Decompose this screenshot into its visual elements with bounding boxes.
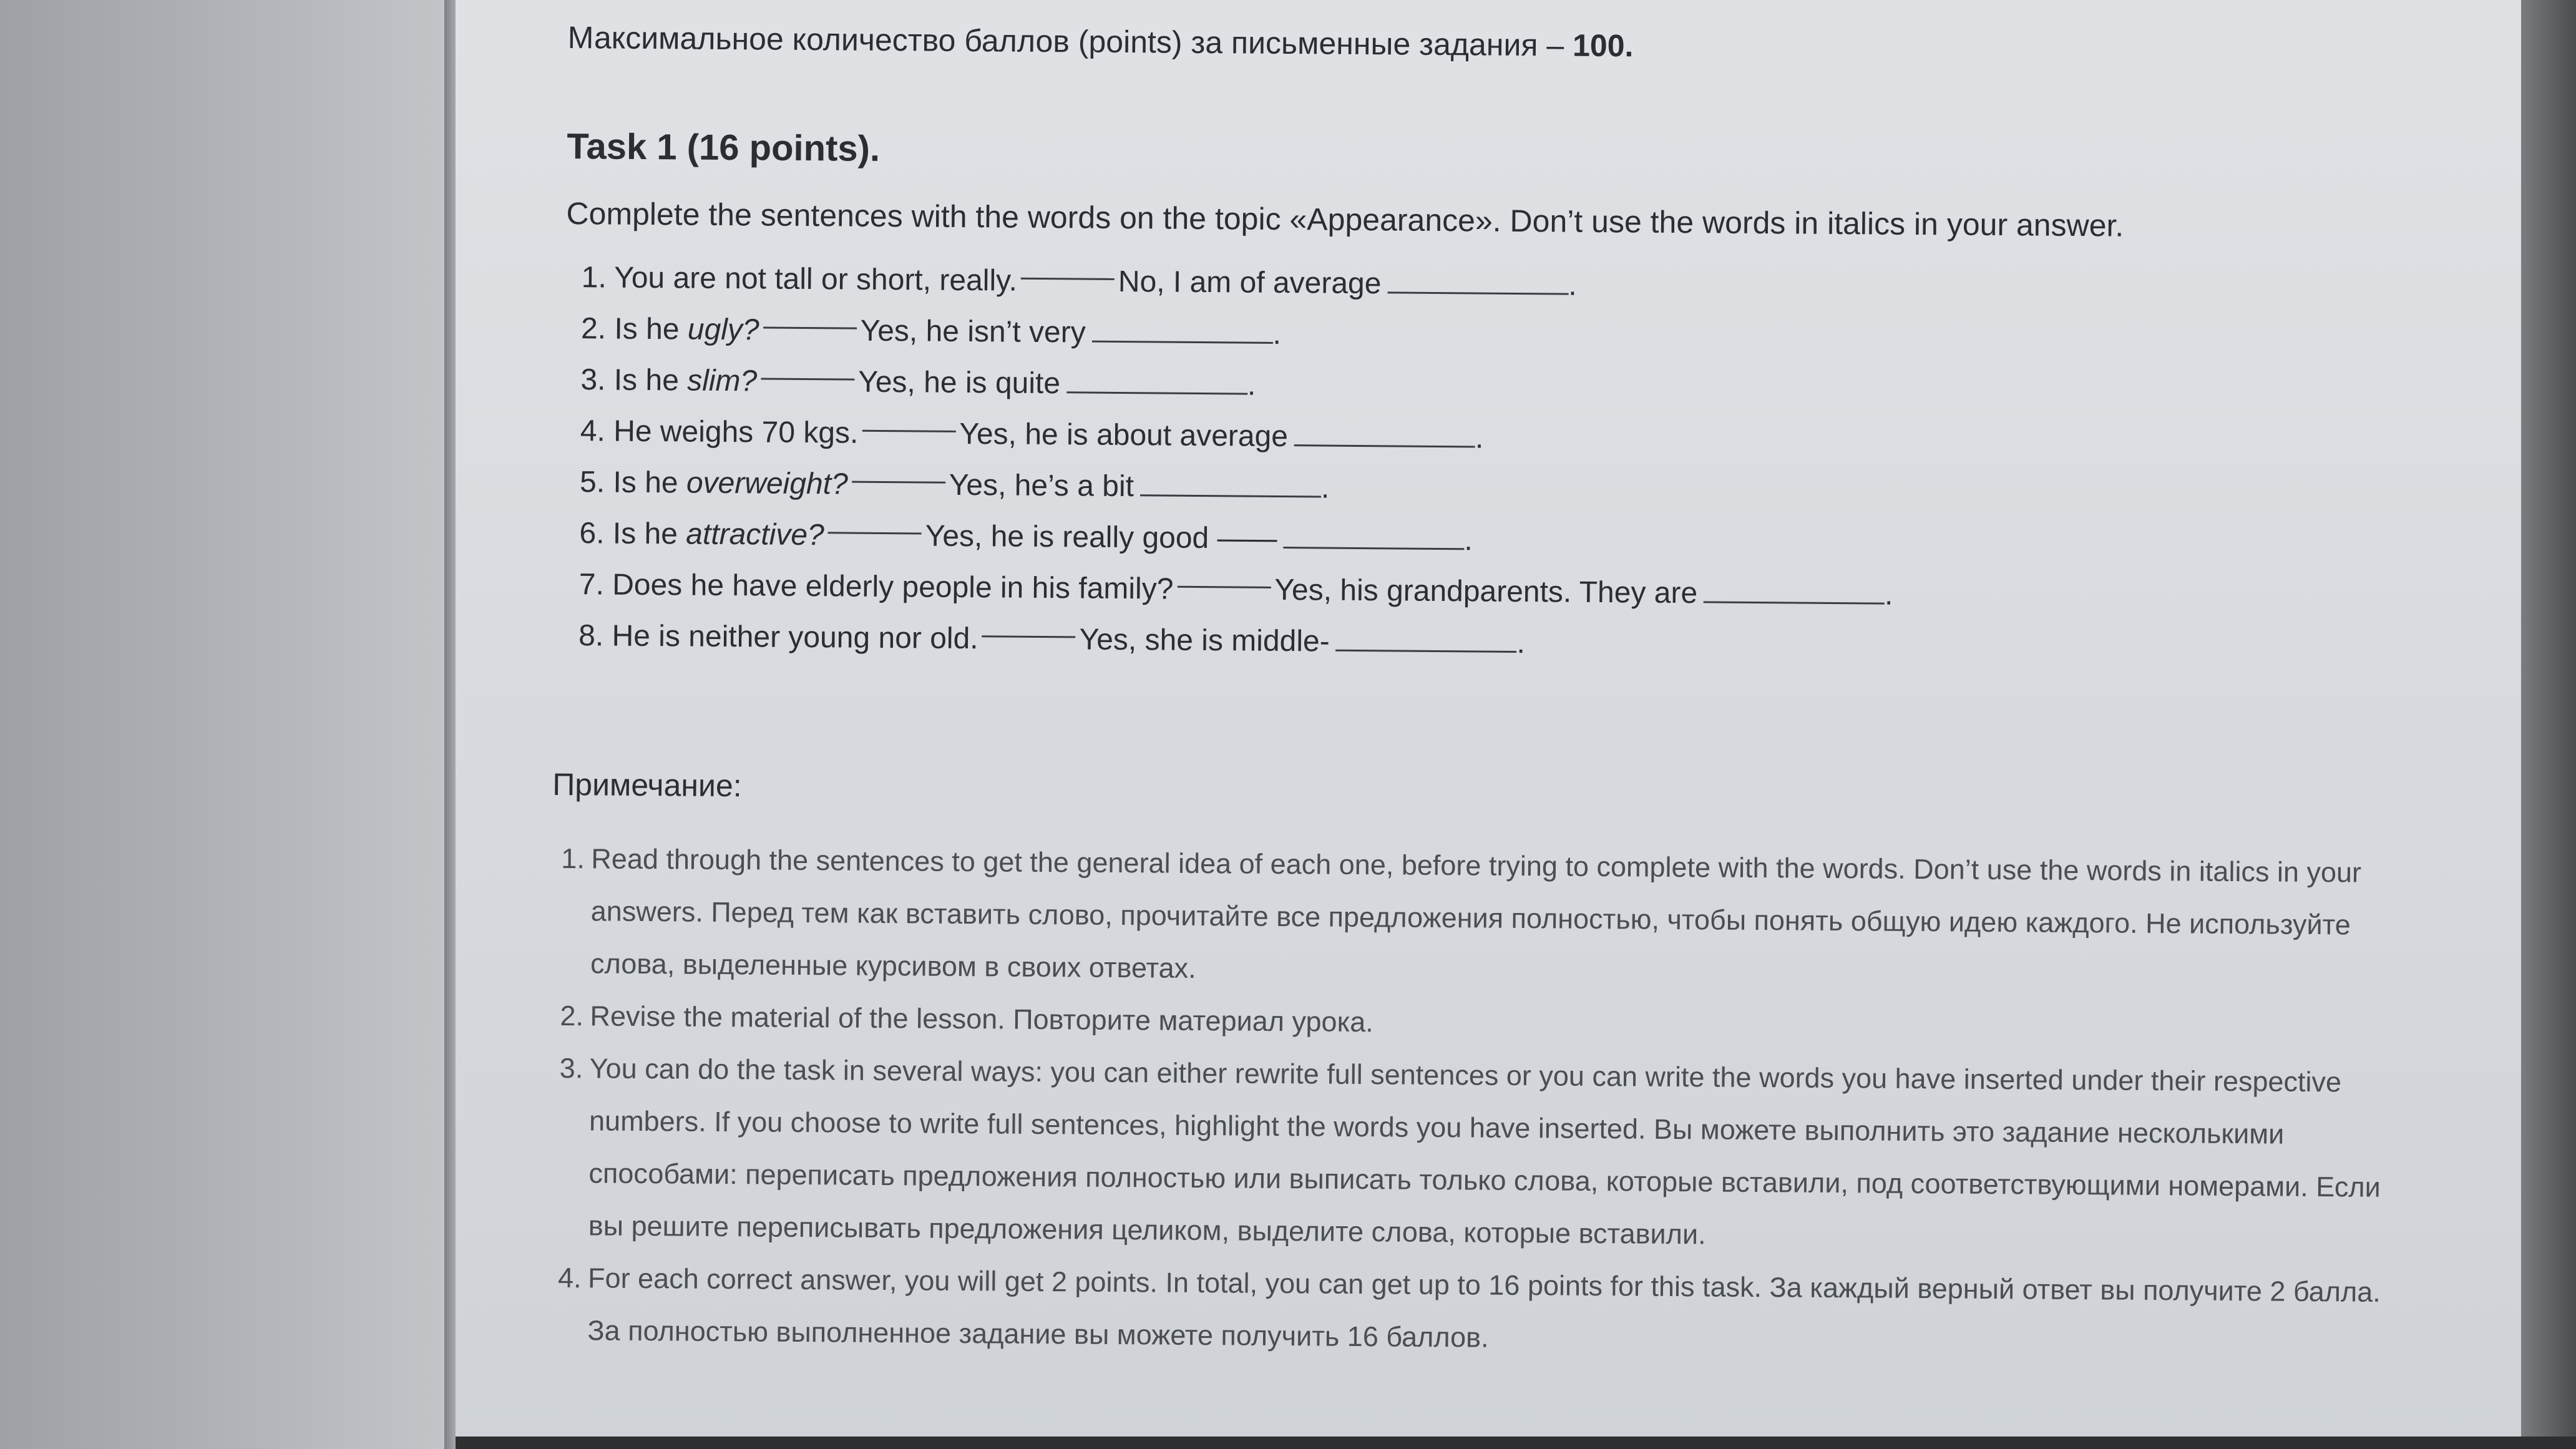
sentence-number: 6.	[579, 517, 605, 550]
sentence-end: .	[1568, 268, 1577, 302]
sentence-italic-word: overweight?	[686, 466, 848, 501]
sentence-end: .	[1247, 368, 1256, 402]
sentence-question: Does he have elderly people in his family?	[612, 568, 1174, 606]
note-item	[558, 1042, 2432, 1267]
dash-line	[763, 326, 857, 329]
note-text: Revise the material of the lesson. Повторите материал урока.	[590, 1000, 1373, 1038]
sentence-answer: Yes, he’s a bit	[949, 468, 1134, 504]
task-instruction: Complete the sentences with the words on the topic «Appearance». Don’t use the words in italics in your answer.	[566, 195, 2124, 243]
note-text: You can do the task in several ways: you can either rewrite full sentences or you can write the words you have inserted under their respective numbers. If you choose to write full sentences, highlight the words you have inserted. Вы можете выполнить это задание несколькими способами: переписать предложения полностью или выписать только слова, которые вставили, под соответствующими номерами. Если вы решите переписывать предложения целиком, выделите слова, которые вставили.	[588, 1052, 2381, 1251]
answer-blank	[1066, 366, 1247, 394]
sentence-question: He is neither young nor old.	[612, 619, 978, 656]
sentence-answer: Yes, he is about average	[959, 417, 1289, 454]
sentence-number: 8.	[578, 619, 604, 653]
note-item	[557, 1252, 2430, 1372]
paper-edge	[444, 0, 456, 1449]
sentence-end: .	[1884, 578, 1893, 612]
max-points-value: 100.	[1572, 27, 1634, 64]
note-number: 4.	[557, 1261, 582, 1294]
sentence-end: .	[1272, 317, 1282, 351]
sentence-answer: No, I am of average	[1118, 265, 1382, 301]
sentence-number: 5.	[579, 466, 605, 499]
answer-blank	[1140, 469, 1321, 497]
dash-line	[982, 635, 1076, 638]
sentence-question: Is he	[614, 312, 680, 346]
note-number: 3.	[559, 1051, 583, 1085]
sentence-answer: Yes, she is middle-	[1079, 623, 1330, 658]
sentence-number: 4.	[580, 414, 606, 448]
answer-blank	[1336, 625, 1517, 653]
sentence-question: You are not tall or short, really.	[614, 261, 1018, 298]
sentence-italic-word: attractive?	[686, 517, 824, 552]
sentence-answer: Yes, he isn’t very	[860, 314, 1086, 349]
sentence-italic-word: ugly?	[687, 313, 759, 347]
sentence-end: .	[1320, 471, 1330, 505]
note-title: Примечание:	[552, 766, 742, 804]
sentence-answer: Yes, his grandparents. They are	[1274, 573, 1698, 610]
sentence-number: 1.	[581, 261, 607, 295]
dash-line	[761, 378, 854, 380]
sentence-list	[578, 252, 2438, 676]
sentence-question: He weighs 70 kgs.	[613, 414, 859, 450]
sentence-italic-word: slim?	[687, 364, 758, 398]
note-list	[557, 832, 2434, 1372]
task-title: Task 1 (16 points).	[567, 125, 881, 169]
answer-blank	[1704, 576, 1885, 604]
sentence-question: Is he	[613, 363, 680, 398]
dash-line	[1021, 278, 1115, 280]
dash-line	[852, 481, 945, 483]
sentence-question: Is he	[613, 466, 678, 500]
desk-background-right	[2521, 0, 2576, 1449]
document-content	[552, 19, 2440, 1371]
sentence-end: .	[1464, 524, 1473, 557]
sentence-answer: Yes, he is really good ——	[925, 519, 1277, 555]
answer-blank	[1092, 316, 1273, 344]
note-number: 1.	[561, 842, 585, 875]
max-points-text: Максимальное количество баллов (points) за письменные задания –	[567, 19, 1564, 63]
dash-line	[862, 430, 955, 432]
sentence-answer: Yes, he is quite	[858, 365, 1061, 401]
note-text: Read through the sentences to get the general idea of each one, before trying to complete with the words. Don’t use the words in italics in your answers. Перед тем как вставить слово, прочитайте все предложения полностью, чтобы понять общую идею каждого. Не используйте слова, выделенные курсивом в своих ответах.	[590, 842, 2362, 984]
sentence-number: 3.	[580, 363, 606, 397]
dash-line	[828, 532, 922, 534]
note-text: For each correct answer, you will get 2 points. In total, you can get up to 16 points for this task. За каждый верный ответ вы получите 2 балла. За полностью выполненное задание вы можете получить 16 баллов.	[587, 1262, 2381, 1354]
desk-background-bottom	[456, 1437, 2576, 1449]
sentence-question: Is he	[612, 517, 678, 551]
note-number: 2.	[560, 999, 584, 1032]
note-item	[560, 832, 2434, 1005]
dash-line	[1177, 586, 1271, 588]
sentence-number: 7.	[578, 568, 605, 602]
answer-blank	[1387, 266, 1568, 295]
answer-blank	[1294, 419, 1475, 447]
sentence-end: .	[1516, 626, 1526, 660]
desk-background-left	[0, 0, 456, 1449]
answer-blank	[1283, 522, 1464, 550]
sentence-end: .	[1475, 421, 1484, 455]
sentence-number: 2.	[580, 312, 607, 346]
